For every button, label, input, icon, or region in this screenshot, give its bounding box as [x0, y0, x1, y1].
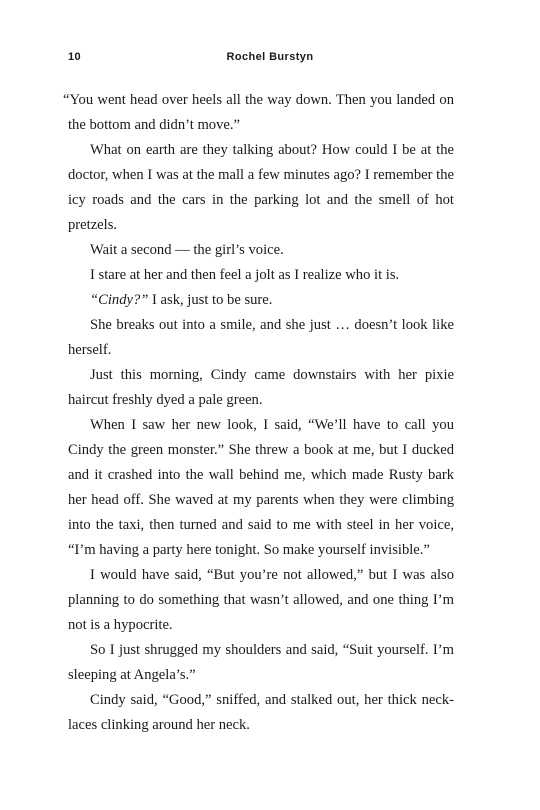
paragraph: What on earth are they talking about? How could I be at the doctor, when I was at the mall a few minutes ago? I remember the icy roads and the cars in the parking lot and the smell of hot pretzels.: [68, 142, 454, 233]
paragraph: So I just shrugged my shoulders and said, “Suit yourself. I’m sleeping at Angela’s.”: [68, 642, 454, 683]
running-title: Rochel Burstyn: [226, 51, 314, 63]
paragraph-text: I ask, just to be sure.: [148, 292, 273, 308]
paragraph: Wait a second — the girl’s voice.: [90, 242, 284, 258]
paragraph: [68, 288, 454, 313]
paragraph: When I saw her new look, I said, “We’ll have to call you Cindy the green monster.” She threw a book at me, but I ducked and it crashed into the wall behind me, which made Rusty bark her head off. She waved at my parents when they were climbing into the taxi, then turned and said to me with steel in her voice, “I’m having a party here tonight. So make yourself invisible.”: [68, 417, 454, 558]
page-number: 10: [68, 51, 82, 63]
body-text: [63, 88, 454, 738]
running-head: [68, 51, 472, 67]
paragraph: I would have said, “But you’re not allowed,” but I was also planning to do something that wasn’t allowed, and one thing I’m not is a hypocrite.: [68, 567, 454, 633]
paragraph: “You went head over heels all the way down. Then you landed on the bottom and didn’t move.”: [63, 92, 454, 133]
paragraph: Just this morning, Cindy came downstairs with her pixie haircut freshly dyed a pale green.: [68, 367, 454, 408]
italic-quote: “Cindy?”: [90, 292, 149, 308]
paragraph: I stare at her and then feel a jolt as I realize who it is.: [90, 267, 400, 283]
paragraph: Cindy said, “Good,” sniffed, and stalked out, her thick neck-laces clinking around her neck.: [68, 692, 454, 733]
paragraph: She breaks out into a smile, and she just … doesn’t look like herself.: [68, 317, 454, 358]
